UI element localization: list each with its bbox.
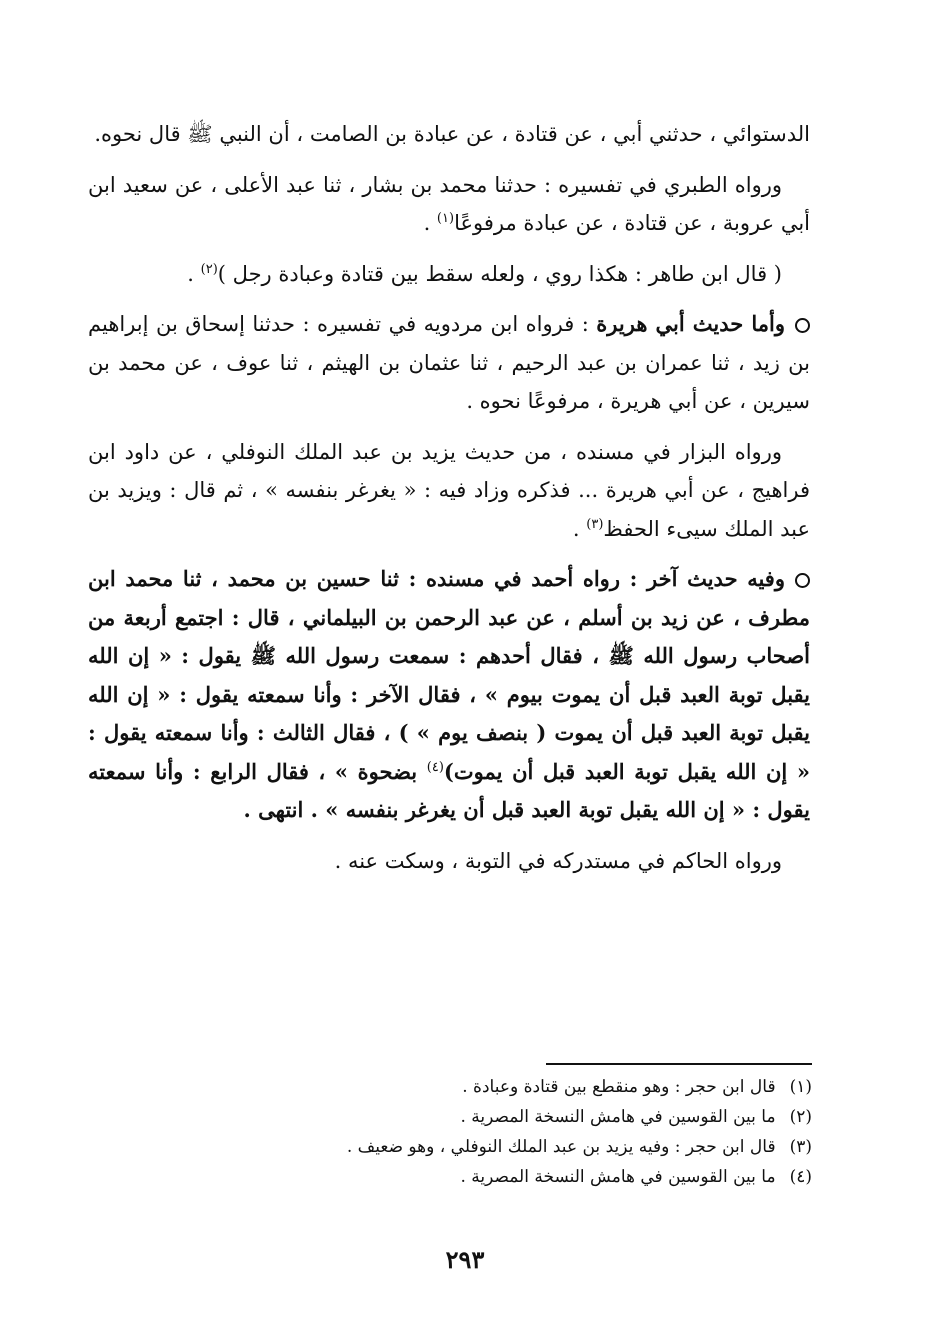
footnote-separator	[546, 1063, 812, 1065]
paragraph-1-text: الدستوائي ، حدثني أبي ، عن قتادة ، عن عبادة بن الصامت ، أن النبي ﷺ قال نحوه.	[94, 122, 810, 146]
circle-bullet-icon	[795, 318, 810, 333]
footnote-3	[200, 1132, 812, 1162]
footnote-text: قال ابن حجر : وهو منقطع بين قتادة وعبادة .	[462, 1077, 776, 1097]
paragraph-6-text-a: : رواه أحمد في مسنده : ثنا حسين بن محمد ، ثنا محمد ابن مطرف ، عن زيد بن أسلم ، عن عبد الرحمن بن البيلماني ، قال : اجتمع أربعة من أصحاب رسول الله ﷺ ، فقال أحدهم : سمعت رسول الله ﷺ يقول : « إن الله يقبل توبة العبد قبل أن يموت بيوم » ، فقال الآخر : وأنا سمعته يقول : « إن الله يقبل توبة العبد قبل أن يموت ( بنصف يوم » ) ، فقال الثالث : وأنا سمعته يقول : « إن الله يقبل توبة العبد قبل أن يموت)	[88, 566, 811, 784]
paragraph-7	[88, 842, 810, 881]
paragraph-5-end: .	[572, 516, 587, 541]
footnote-1	[200, 1072, 812, 1102]
footnote-ref-4: (٤)	[426, 759, 444, 775]
paragraph-5	[88, 433, 810, 549]
paragraph-6-text-b: بضحوة » ، فقال الرابع : وأنا سمعته يقول : « إن الله يقبل توبة العبد قبل أن يغرغر بنفسه » . انتهى .	[88, 758, 810, 822]
footnotes	[200, 1072, 812, 1192]
footnote-text: ما بين القوسين في هامش النسخة المصرية .	[460, 1107, 776, 1127]
paragraph-3-end: .	[187, 261, 201, 286]
paragraph-4	[88, 305, 810, 421]
footnote-ref-2: (٢)	[200, 261, 218, 277]
paragraph-1	[88, 115, 810, 154]
paragraph-6	[88, 560, 810, 830]
section-heading-abu-hurairah: وأما حديث أبي هريرة	[596, 311, 785, 336]
paragraph-2-text: ورواه الطبري في تفسيره : حدثنا محمد بن بشار ، ثنا عبد الأعلى ، عن سعيد ابن أبي عروبة ، عن قتادة ، عن عبادة مرفوعًا	[88, 172, 810, 235]
footnote-ref-3: (٣)	[586, 516, 604, 532]
paragraph-3-text: ( قال ابن طاهر : هكذا روي ، ولعله سقط بين قتادة وعبادة رجل )	[217, 261, 782, 286]
page-number: ٢٩٣	[445, 1245, 485, 1274]
footnote-2	[200, 1102, 812, 1132]
footnote-text: ما بين القوسين في هامش النسخة المصرية .	[460, 1167, 776, 1187]
circle-bullet-icon	[795, 573, 810, 588]
paragraph-5-text: ورواه البزار في مسنده ، من حديث يزيد بن عبد الملك النوفلي ، عن داود ابن فراهيج ، عن أبي هريرة ... فذكره وزاد فيه : « يغرغر بنفسه » ، ثم قال : ويزيد بن عبد الملك سيىء الحفظ	[88, 439, 810, 541]
paragraph-4-text: : فرواه ابن مردويه في تفسيره : حدثنا إسحاق بن إبراهيم بن زيد ، ثنا عمران بن عبد الرحيم ، ثنا عثمان بن الهيثم ، ثنا عوف ، عن محمد بن سيرين ، عن أبي هريرة ، مرفوعًا نحوه .	[88, 312, 810, 413]
main-text	[88, 115, 810, 892]
paragraph-7-text: ورواه الحاكم في مستدركه في التوبة ، وسكت عنه .	[334, 848, 782, 873]
section-heading-other-hadith: وفيه حديث آخر	[647, 566, 785, 591]
footnote-number: (٣)	[789, 1137, 812, 1157]
paragraph-2-end: .	[423, 211, 437, 235]
paragraph-3	[88, 255, 810, 294]
footnote-text: قال ابن حجر : وفيه يزيد بن عبد الملك النوفلي ، وهو ضعيف .	[346, 1137, 776, 1157]
footnote-number: (٤)	[789, 1167, 812, 1187]
footnote-number: (١)	[789, 1077, 812, 1097]
footnote-ref-1: (١)	[436, 211, 455, 226]
paragraph-2	[88, 166, 810, 243]
footnote-number: (٢)	[789, 1107, 812, 1127]
footnote-4	[200, 1162, 812, 1192]
